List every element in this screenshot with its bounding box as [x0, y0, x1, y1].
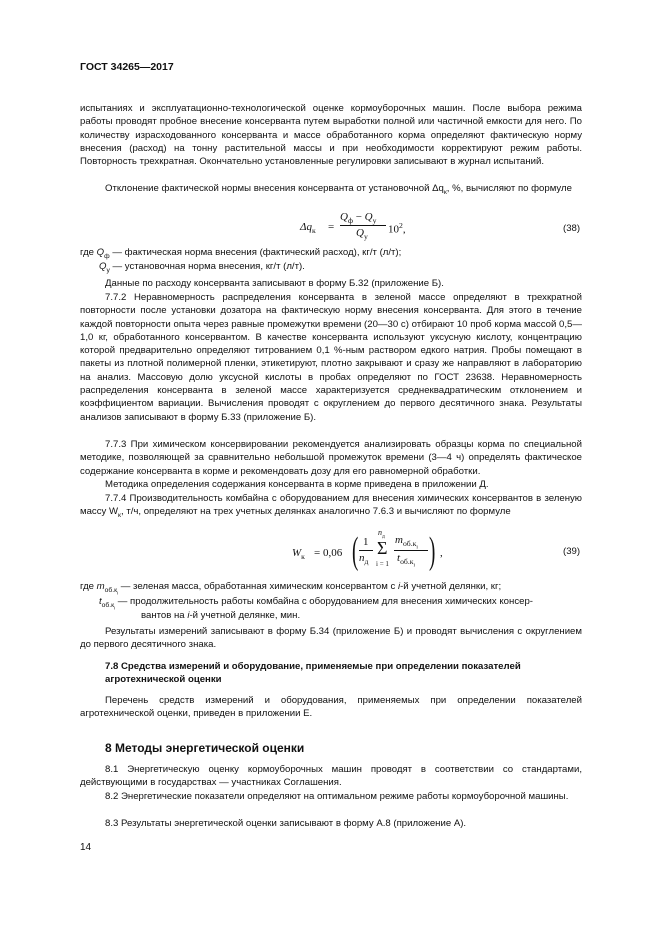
fraction-bar	[340, 225, 386, 226]
paragraph-form-b32: Данные по расходу консерванта записывают в форму Б.32 (приложение Б).	[105, 278, 444, 289]
page-number: 14	[80, 842, 92, 853]
section-8-heading: 8 Методы энергетической оценки	[105, 741, 305, 755]
paragraph-7-7-2-text: 7.7.2 Неравномерность распределения консерванта в зеленой массе определяют в трехкратной повторности после установки дозатора на фактическую норму внесения консерванта. Для этого в течение каждой повторности опыта через равные промежутки времени (20—30 с) отбирают 10 проб корма массой 0,5—1,0 кг, обработанного консервантом. В качестве консерванта используют уксусную кислоту, концентрацию которой предварительно определяют титрованием 0,1 %-ным раствором едкого натрия. Пробы помещают в пакеты из плотной полимерной пленки, этикетируют, плотно закрывают и сразу же направляют в лабораторию на анализ. Массовую долю уксусной кислоты в пробах определяют по ГОСТ 23638. Неравномерность распределения консерванта в зеленой массе характеризуется среднеквадратическим отклонением и коэффициентом вариации. Вычисления проводят с округлением до первого десятичного знака. Результаты анализов записывают в форму Б.33 (приложение Б).	[80, 292, 582, 423]
paragraph-test-procedure: испытаниях и эксплуатационно-технологической оценке кормоуборочных машин. После выбора режима работы проводят пробное внесение консерванта путем выработки полной или частичной емкости для него. По количеству израсходованного консерванта и массе обработанного корма определяют фактическую норму внесения (расход) на тонну растительной массы и при необходимости корректируют режим работы. Повторность трехкратная. Окончательно установленные регулировки записывают в журнал испытаний.	[80, 103, 582, 168]
formula-38-numerator: $Q_ф - Q_у$	[340, 211, 377, 226]
formula-39-numerator: $m_{об.к_i}$	[395, 534, 418, 551]
left-parenthesis: (	[352, 530, 359, 572]
where-line-qf: где $Q_ф$ — фактическая норма внесения (фактический расход), кг/т (л/т);	[80, 247, 402, 260]
paragraph-7-7-3: 7.7.3 При химическом консервировании рекомендуется анализировать образцы корма по специальной методике, позволяющей за сравнительно небольшой промежуток времени (3—4 ч) определять фактическое содержание консерванта в корме и рекомендовать дозу для его равномерной обработки.	[80, 439, 582, 477]
where-line-duration: $t_{об.к_i}$ — продолжительность работы комбайна с оборудованием для внесения химических консер-	[99, 596, 533, 611]
formula-39: $W_к$ = 0,06 ( 1 $n_д$ $n_д$ Σ i = 1 $m_{об.к_i}$ $t_{об.к_i}$ ) ,	[292, 528, 443, 572]
paragraph-7-7-4: 7.7.4 Производительность комбайна с оборудованием для внесения химических консервантов в зеленую массу $W_к$, т/ч, определяют на трех учетных делянках аналогично 7.6.3 и вычисляют по формуле	[80, 493, 582, 520]
paragraph-deviation-intro: Отклонение фактической нормы внесения консерванта от установочной $\Delta q_к$, %, вычисляют по формуле	[105, 183, 572, 196]
where-line-duration-cont: вантов на i-й учетной делянке, мин.	[141, 610, 301, 621]
summation-sign: Σ	[377, 538, 388, 558]
paragraph-method-reference: Методика определения содержания консерванта в корме приведена в приложении Д.	[105, 479, 489, 490]
equation-number-38: (38)	[563, 223, 581, 234]
where-line-qu: $Q_у$ — установочная норма внесения, кг/т (л/т).	[99, 261, 305, 274]
equation-number-39: (39)	[563, 546, 581, 557]
section-7-8-heading: 7.8 Средства измерений и оборудование, применяемые при определении показателей агротехнической оценки	[105, 661, 521, 686]
paragraph-form-b34: Результаты измерений записывают в форму Б.34 (приложение Б) и проводят вычисления с округлением до первого десятичного знака.	[80, 626, 582, 651]
fraction-bar	[394, 550, 428, 551]
paragraph-8-2: 8.2 Энергетические показатели определяют на оптимальном режиме работы кормоуборочной машины.	[105, 791, 569, 802]
formula-39-denominator: $t_{об.к_i}$	[397, 552, 415, 569]
paragraph-measurement-list: Перечень средств измерений и оборудования, применяемых при определении показателей агротехнической оценки, приведен в приложении Е.	[80, 695, 582, 720]
where-line-mass: где $m_{об.к_i}$ — зеленая масса, обработанная химическим консервантом с i-й учетной делянки, кг;	[80, 581, 502, 596]
formula-38: $\Delta q_к$ = $Q_ф - Q_у$ $Q_у$ $10^2$,	[300, 211, 406, 242]
paragraph-8-3: 8.3 Результаты энергетической оценки записывают в форму А.8 (приложение А).	[105, 818, 467, 829]
paragraph-8-1: 8.1 Энергетическую оценку кормоуборочных машин проводят в соответствии со стандартами, действующими в государствах — участниках Соглашения.	[80, 764, 582, 789]
formula-38-denominator: $Q_у$	[356, 227, 368, 242]
right-parenthesis: )	[429, 530, 436, 572]
document-header: ГОСТ 34265—2017	[80, 61, 174, 73]
fraction-bar	[359, 550, 373, 551]
